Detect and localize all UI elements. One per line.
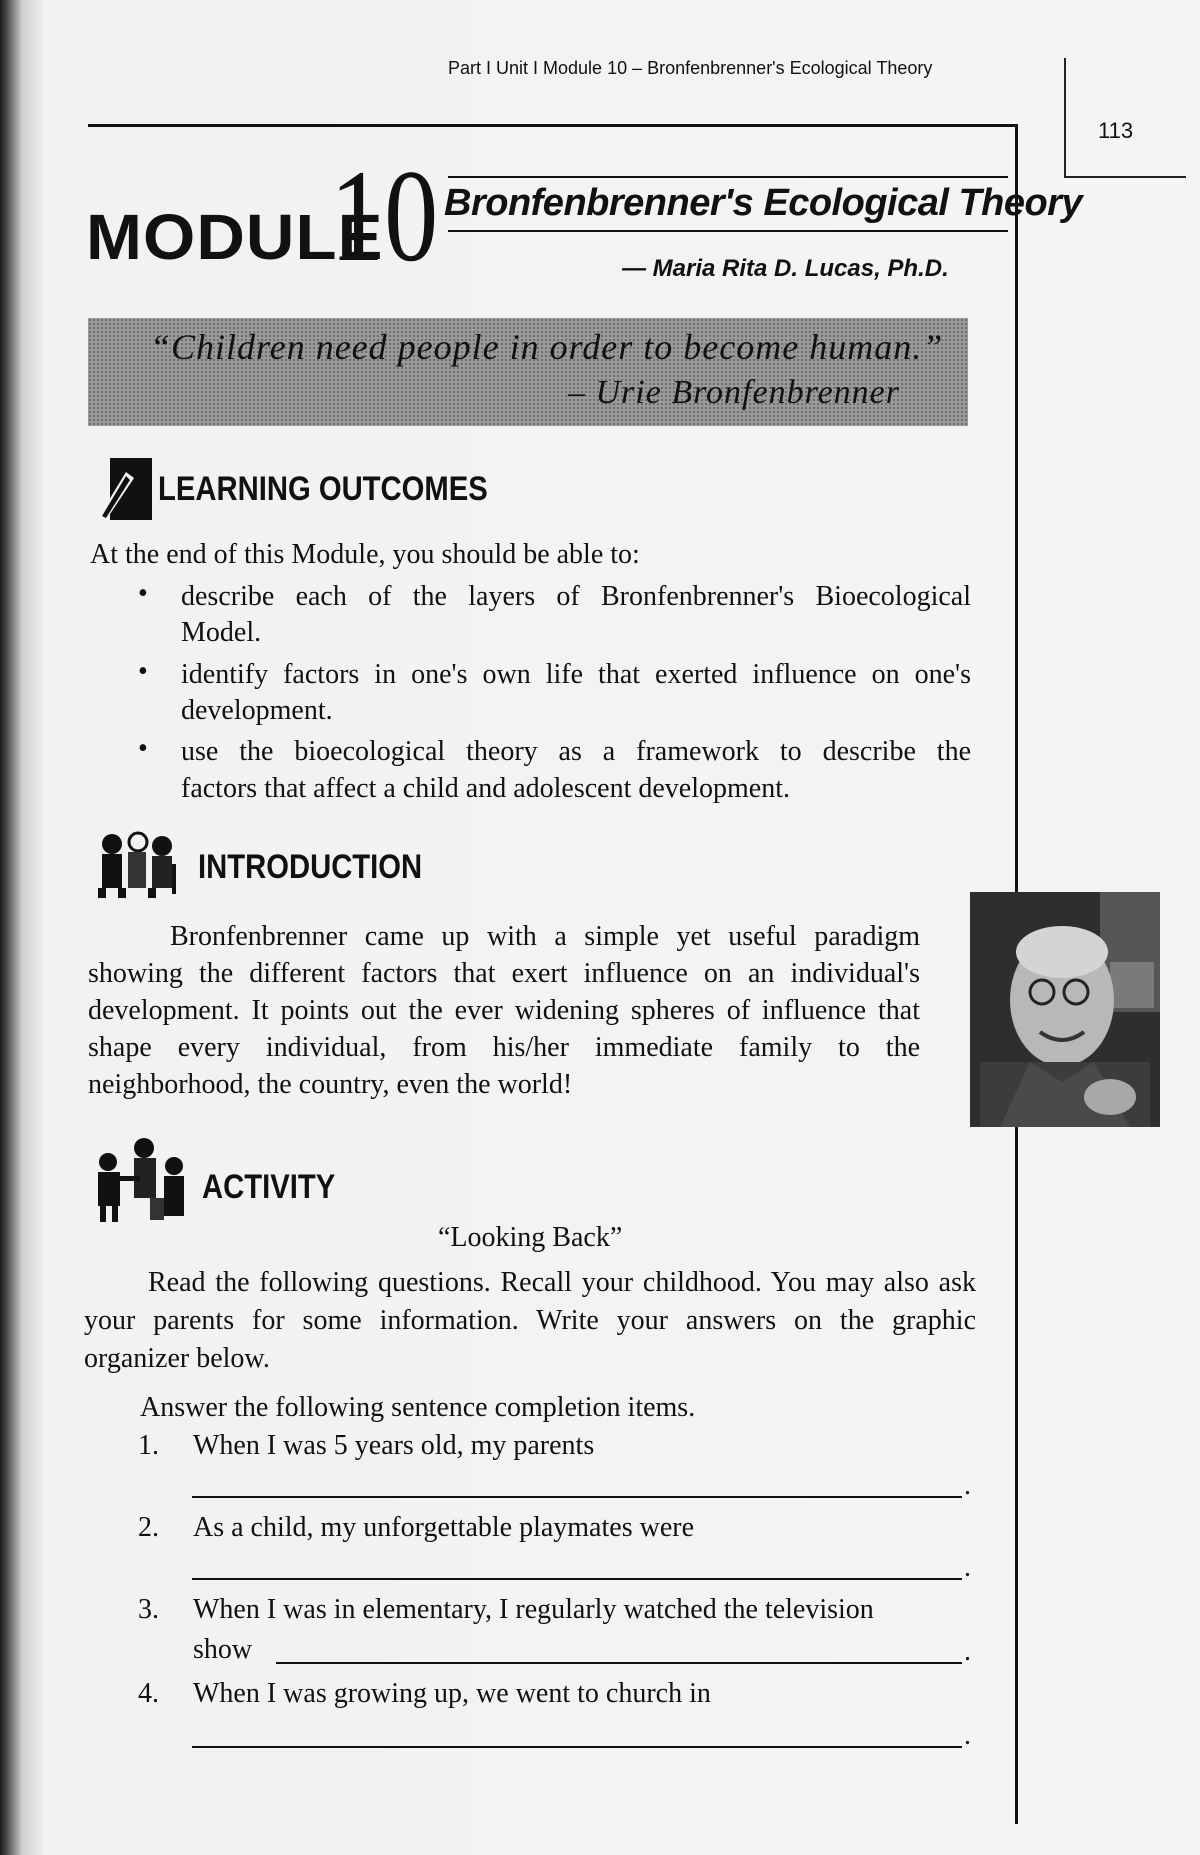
outcome-item-2-line2: development. bbox=[181, 695, 333, 726]
module-word: MODULE bbox=[86, 201, 384, 273]
activity-heading: ACTIVITY bbox=[202, 1168, 336, 1206]
item-1-text: When I was 5 years old, my parents bbox=[193, 1430, 595, 1461]
learning-outcomes-heading: LEARNING OUTCOMES bbox=[158, 470, 488, 508]
activity-title: “Looking Back” bbox=[438, 1222, 623, 1253]
frame-top-rule bbox=[88, 124, 1016, 127]
item-3-answer-line[interactable] bbox=[276, 1662, 962, 1664]
item-1-number: 1. bbox=[138, 1430, 159, 1461]
outcome-item-3-line2: factors that affect a child and adolescent development. bbox=[181, 773, 790, 804]
item-1-period: . bbox=[964, 1470, 971, 1501]
bullet-icon: • bbox=[138, 656, 148, 687]
pencil-icon bbox=[96, 458, 152, 525]
item-3-text: When I was in elementary, I regularly watched the television bbox=[193, 1594, 874, 1625]
item-4-answer-line[interactable] bbox=[192, 1746, 962, 1748]
quote-text: “Children need people in order to become human.” bbox=[150, 327, 944, 367]
outcome-item-2-line1: identify factors in one's own life that exerted influence on one's bbox=[181, 659, 971, 690]
bullet-icon: • bbox=[138, 578, 148, 609]
page-number: 113 bbox=[1098, 118, 1134, 143]
item-4-text: When I was growing up, we went to church in bbox=[193, 1678, 711, 1709]
bullet-icon: • bbox=[138, 733, 148, 764]
item-2-answer-line[interactable] bbox=[192, 1578, 962, 1580]
introduction-paragraph: Bronfenbrenner came up with a simple yet useful paradigm showing the different factors that exert influence on an individual's development. It points out the ever widening spheres of influence that shape every individual, from his/her immediate family to the neighborhood, the country, even the world! bbox=[88, 921, 920, 1100]
quote-attribution: – Urie Bronfenbrenner bbox=[568, 374, 900, 411]
outcome-item-1-line1: describe each of the layers of Bronfenbrenner's Bioecological bbox=[181, 581, 971, 612]
item-2-period: . bbox=[964, 1552, 971, 1583]
outcome-item-3-line1: use the bioecological theory as a framework to describe the bbox=[181, 736, 971, 767]
item-3-text-continued: show bbox=[193, 1634, 253, 1665]
outcomes-intro: At the end of this Module, you should be able to: bbox=[90, 539, 640, 570]
item-2-text: As a child, my unforgettable playmates were bbox=[193, 1512, 694, 1543]
item-4-period: . bbox=[964, 1720, 971, 1751]
item-3-period: . bbox=[964, 1636, 971, 1667]
item-2-number: 2. bbox=[138, 1512, 159, 1543]
module-number: 10 bbox=[330, 142, 439, 289]
item-3-number: 3. bbox=[138, 1594, 159, 1625]
module-author: — Maria Rita D. Lucas, Ph.D. bbox=[622, 255, 949, 282]
module-title: Bronfenbrenner's Ecological Theory bbox=[444, 182, 1083, 224]
running-head: Part I Unit I Module 10 – Bronfenbrenner's Ecological Theory bbox=[448, 58, 933, 78]
item-4-number: 4. bbox=[138, 1678, 159, 1709]
people-group-icon bbox=[92, 830, 184, 903]
answer-intro: Answer the following sentence completion items. bbox=[140, 1392, 696, 1423]
bronfenbrenner-photo bbox=[970, 892, 1160, 1127]
item-1-answer-line[interactable] bbox=[192, 1496, 962, 1498]
people-activity-icon bbox=[90, 1136, 192, 1229]
outcome-item-1-line2: Model. bbox=[181, 617, 262, 648]
title-rule-top bbox=[448, 176, 1008, 178]
activity-instructions: Read the following questions. Recall your childhood. You may also ask your parents for some information. Write your answers on the graphic organizer below. bbox=[84, 1267, 976, 1374]
title-rule-bottom bbox=[448, 230, 1008, 232]
introduction-heading: INTRODUCTION bbox=[198, 848, 423, 886]
